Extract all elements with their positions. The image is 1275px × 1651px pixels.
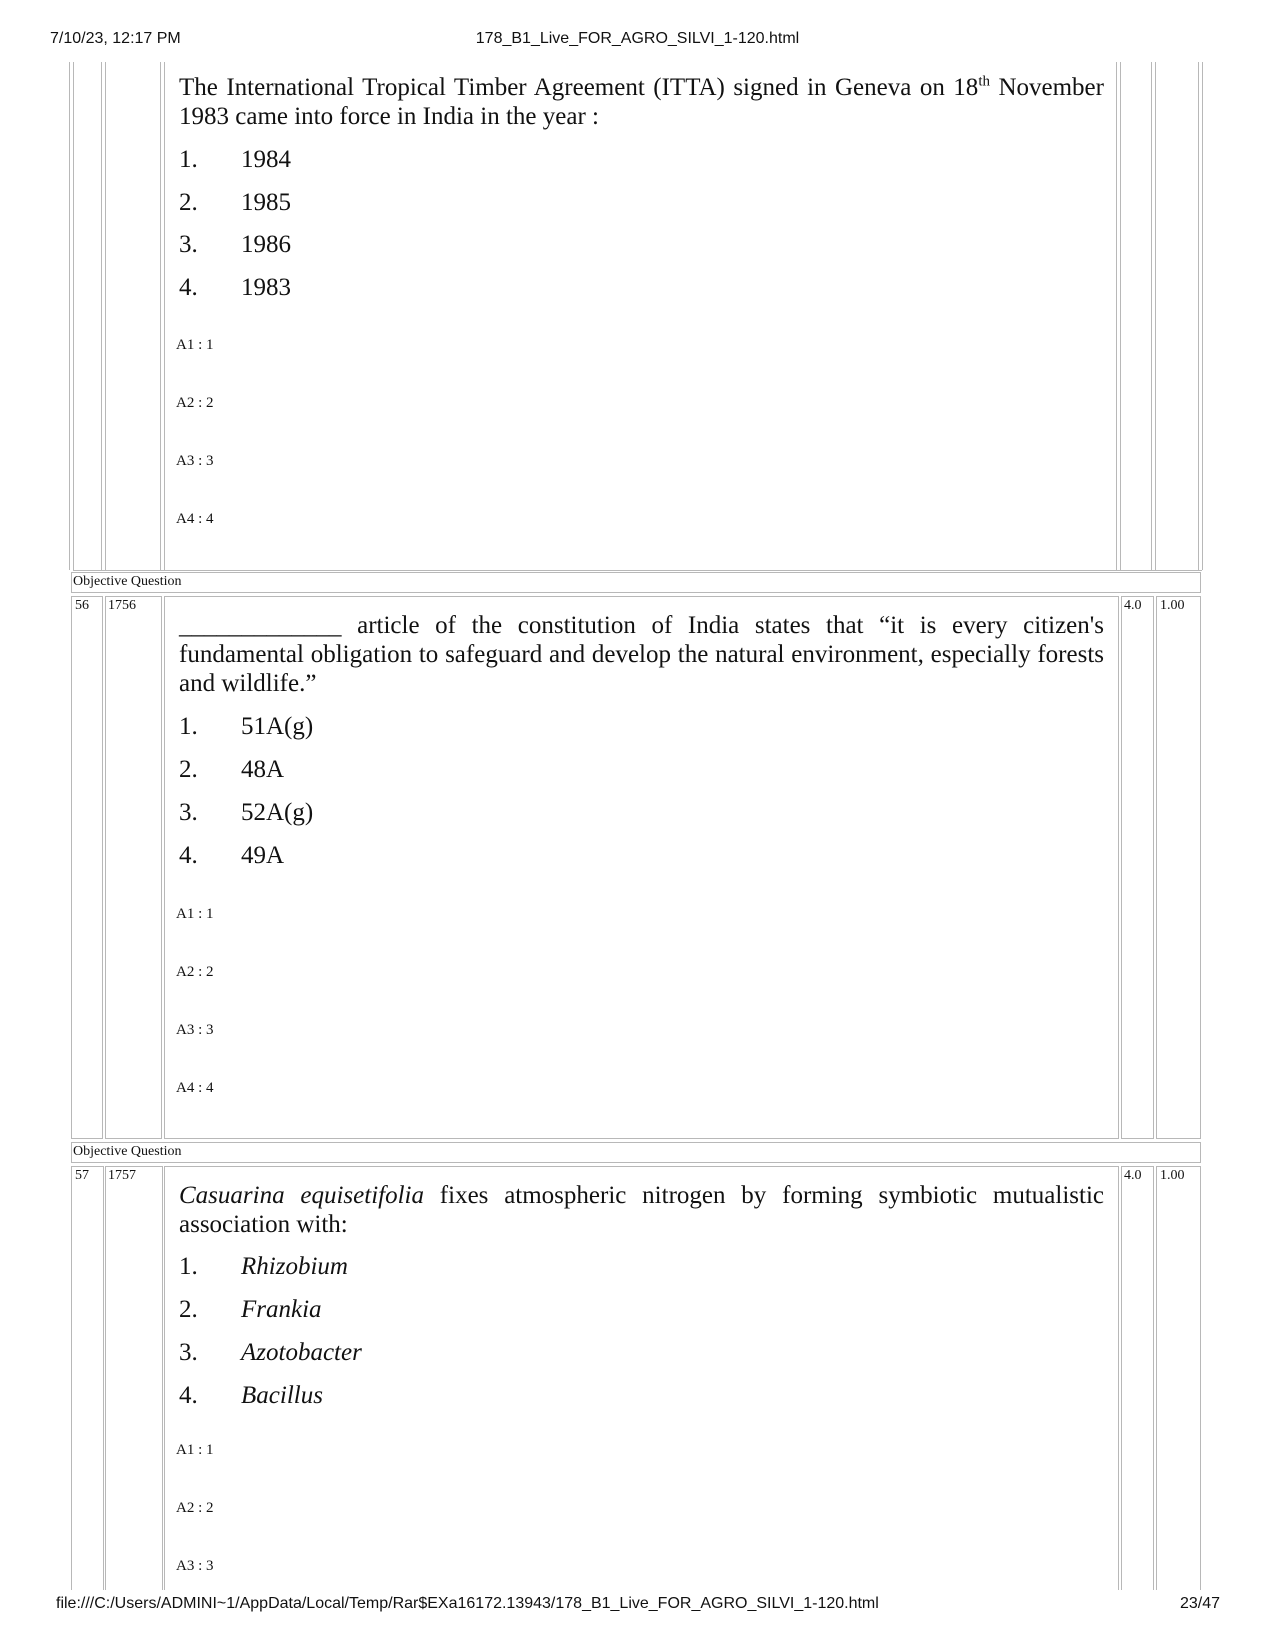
- section-label-cell: [71, 1142, 1201, 1163]
- question-type-label: Objective Question: [73, 1144, 182, 1159]
- sno-cell: [71, 596, 103, 1139]
- print-file-url: file:///C:/Users/ADMINI~1/AppData/Local/Temp/Rar$EXa16172.13943/178_B1_Live_FOR_AGRO_SILVI_1-120.html: [56, 1595, 879, 1612]
- marks: 4.0: [1124, 1168, 1142, 1183]
- table-border: [1198, 62, 1199, 570]
- table-border: [73, 62, 74, 570]
- option-item: 4. 49A: [179, 842, 285, 869]
- table-border: [1156, 1166, 1157, 1590]
- table-border: [164, 62, 165, 570]
- table-border: [160, 62, 161, 570]
- table-border: [69, 62, 70, 570]
- table-border: [162, 1166, 163, 1590]
- table-border: [101, 62, 102, 570]
- answer-key: A1 : 1: [176, 1442, 214, 1458]
- table-border: [164, 1166, 1119, 1167]
- answer-key: A2 : 2: [176, 1500, 214, 1516]
- table-border: [105, 1166, 106, 1590]
- page-number: 23/47: [1179, 1595, 1220, 1612]
- table-border: [71, 1166, 104, 1167]
- table-border: [1200, 1166, 1201, 1590]
- option-item: 1. 1984: [179, 146, 291, 173]
- marks: 4.0: [1124, 598, 1142, 613]
- option-item: 1. 51A(g): [179, 713, 314, 740]
- table-border: [1116, 62, 1117, 570]
- qid-cell: [105, 596, 162, 1139]
- option-item: 3. 1986: [179, 231, 291, 258]
- table-border: [105, 1166, 163, 1167]
- serial-number: 56: [75, 598, 89, 613]
- answer-key: A2 : 2: [176, 964, 214, 980]
- negative-marks: 1.00: [1160, 1168, 1185, 1183]
- option-item: 2. 48A: [179, 756, 285, 783]
- question-text: Casuarina equisetifolia fixes atmospheric nitrogen by forming symbiotic mutualistic association with:: [179, 1182, 1104, 1238]
- table-border: [105, 62, 106, 570]
- serial-number: 57: [75, 1168, 89, 1183]
- answer-key: A3 : 3: [176, 1558, 214, 1574]
- answer-key: A3 : 3: [176, 453, 214, 469]
- table-border: [1155, 62, 1156, 570]
- answer-key: A3 : 3: [176, 1022, 214, 1038]
- option-item: 3. 52A(g): [179, 799, 314, 826]
- table-border: [1153, 1166, 1154, 1590]
- answer-key: A1 : 1: [176, 906, 214, 922]
- negative-marks: 1.00: [1160, 598, 1185, 613]
- section-label-cell: [71, 572, 1201, 593]
- option-item: 3. Azotobacter: [179, 1339, 362, 1366]
- option-item: 2. 1985: [179, 189, 291, 216]
- print-file-title: 178_B1_Live_FOR_AGRO_SILVI_1-120.html: [475, 30, 800, 47]
- negative-marks-cell: [1156, 596, 1201, 1139]
- table-border: [1120, 62, 1121, 570]
- table-border: [1121, 1166, 1154, 1167]
- table-border: [1121, 1166, 1122, 1590]
- question-text: _____________ article of the constitution of India states that “it is every citizen's fundamental obligation to safeguard and develop the natural environment, especially forests and wildlife.”: [179, 612, 1104, 697]
- answer-key: A2 : 2: [176, 395, 214, 411]
- question-id: 1756: [108, 598, 136, 613]
- table-border: [164, 1166, 165, 1590]
- table-border: [71, 1166, 72, 1590]
- marks-cell: [1121, 596, 1154, 1139]
- answer-key: A4 : 4: [176, 1080, 214, 1096]
- option-item: 1. Rhizobium: [179, 1253, 348, 1280]
- table-border: [1202, 62, 1203, 570]
- option-item: 2. Frankia: [179, 1296, 322, 1323]
- question-type-label: Objective Question: [73, 574, 182, 589]
- option-item: 4. Bacillus: [179, 1382, 323, 1409]
- answer-key: A4 : 4: [176, 511, 214, 527]
- table-border: [1118, 1166, 1119, 1590]
- table-border: [1156, 1166, 1201, 1167]
- question-text: The International Tropical Timber Agreement (ITTA) signed in Geneva on 18th November 1983 came into force in India in the year :: [179, 73, 1104, 130]
- print-datetime: 7/10/23, 12:17 PM: [50, 30, 181, 47]
- option-item: 4. 1983: [179, 274, 291, 301]
- table-border: [103, 1166, 104, 1590]
- table-border: [1151, 62, 1152, 570]
- answer-key: A1 : 1: [176, 337, 214, 353]
- table-border: [73, 570, 1202, 571]
- question-id: 1757: [108, 1168, 136, 1183]
